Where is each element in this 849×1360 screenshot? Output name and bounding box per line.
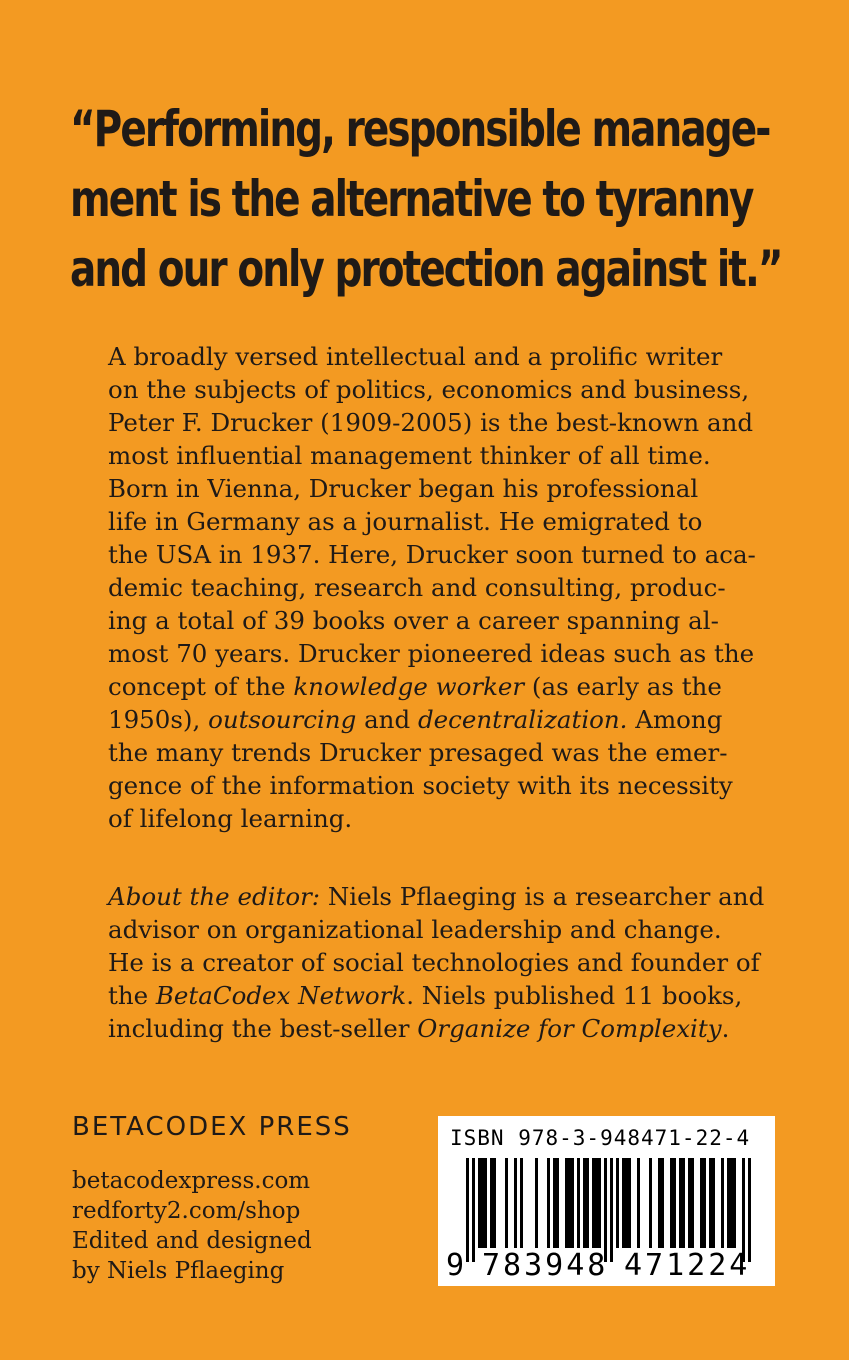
barcode-bar	[571, 1158, 574, 1248]
editor-emphasis: Organize for Complexity	[417, 1014, 722, 1043]
editor-line	[108, 979, 748, 1012]
barcode-bar	[730, 1158, 733, 1248]
barcode-bar	[658, 1158, 661, 1248]
editor-line	[108, 880, 765, 913]
barcode-bar	[490, 1158, 493, 1248]
editor-emphasis: BetaCodex Network	[155, 981, 407, 1010]
editor-text: .	[721, 1014, 730, 1043]
barcode-bar	[514, 1158, 517, 1248]
barcode-bar	[505, 1158, 508, 1248]
isbn-label: ISBN 978-3-948471-22-4	[450, 1126, 751, 1150]
bio-text: Among	[627, 705, 723, 734]
bio-line: on the subjects of politics, economics and business,	[108, 375, 750, 404]
barcode-bar	[553, 1158, 556, 1248]
bio-line: the USA in 1937. Here, Drucker soon turned to aca-	[108, 540, 756, 569]
barcode-bar	[547, 1158, 550, 1248]
barcode-bar	[556, 1158, 559, 1248]
quote	[70, 94, 790, 304]
barcode-bar	[700, 1158, 703, 1248]
barcode-bar	[649, 1158, 652, 1248]
barcode-bar	[520, 1158, 523, 1248]
bio-line: A broadly versed intellectual and a prolific writer	[108, 342, 723, 371]
publisher-website[interactable]: betacodexpress.com	[72, 1168, 311, 1194]
bio-line	[108, 670, 748, 703]
bio-line: Born in Vienna, Drucker began his professional	[108, 474, 699, 503]
editor-text: the	[108, 981, 156, 1010]
barcode-bar	[478, 1158, 481, 1248]
bio-line: demic teaching, research and consulting, produc-	[108, 573, 726, 602]
editor-line: He is a creator of social technologies and founder of	[108, 948, 760, 977]
ean-left-digits: 783948	[482, 1248, 609, 1283]
barcode-bar	[610, 1158, 613, 1262]
bio-text: (as early as the	[524, 672, 722, 701]
bio-line: gence of the information society with its necessity	[108, 771, 733, 800]
barcode-bar	[484, 1158, 487, 1248]
barcode-bar	[748, 1158, 751, 1262]
editor-paragraph	[108, 880, 765, 1045]
barcode-bar	[628, 1158, 631, 1248]
bio-line: life in Germany as a journalist. He emigrated to	[108, 507, 703, 536]
barcode-bar	[622, 1158, 625, 1248]
bio-text: and	[356, 705, 418, 734]
editor-line	[108, 1012, 748, 1045]
ean-right-digits: 471224	[624, 1248, 751, 1283]
barcode-bar	[493, 1158, 496, 1248]
barcode-bar	[535, 1158, 538, 1248]
bio-line: the many trends Drucker presaged was the emer-	[108, 738, 728, 767]
ean-first-digit: 9	[446, 1248, 465, 1283]
bio-text: 1950s),	[108, 705, 209, 734]
bio-line: ing a total of 39 books over a career spanning al-	[108, 606, 719, 635]
bio-line: most influential management thinker of all time.	[108, 441, 711, 470]
publisher-name: BETACODEX PRESS	[72, 1112, 352, 1142]
barcode-bar	[598, 1158, 601, 1248]
quote-line-3: and our only protection against it.”	[70, 240, 782, 298]
barcode-bar	[673, 1158, 676, 1248]
barcode-bar	[481, 1158, 484, 1248]
barcode-bar	[472, 1158, 475, 1262]
editor-text: Niels Pflaeging is a researcher and	[320, 882, 765, 911]
bio-line: of lifelong learning.	[108, 804, 353, 833]
barcode-bar	[577, 1158, 580, 1248]
bio-text: concept of the	[108, 672, 294, 701]
barcode-bar	[661, 1158, 664, 1248]
credit-line: by Niels Pflaeging	[72, 1258, 285, 1284]
barcode-bar	[595, 1158, 598, 1248]
barcode-bar	[712, 1158, 715, 1248]
barcode-bar	[604, 1158, 607, 1262]
barcode-bar	[625, 1158, 628, 1248]
barcode-bar	[682, 1158, 685, 1248]
barcode-bar	[727, 1158, 730, 1248]
bio-line: most 70 years. Drucker pioneered ideas such as the	[108, 639, 755, 668]
barcode-bar	[583, 1158, 586, 1248]
barcode-bar	[568, 1158, 571, 1248]
barcode-bar	[721, 1158, 724, 1248]
barcode-bar	[565, 1158, 568, 1248]
bio-emphasis: decentralization.	[417, 705, 628, 734]
barcode-bar	[592, 1158, 595, 1248]
barcode-bar	[733, 1158, 736, 1248]
editor-line: advisor on organizational leadership and change.	[108, 915, 722, 944]
barcode-bar	[742, 1158, 745, 1262]
barcode-bar	[709, 1158, 712, 1248]
barcode-bar	[466, 1158, 469, 1262]
shop-website[interactable]: redforty2.com/shop	[72, 1198, 301, 1224]
barcode-bar	[670, 1158, 673, 1248]
biography-paragraph	[108, 340, 756, 835]
editor-text: including the best-seller	[108, 1014, 418, 1043]
barcode-bar	[616, 1158, 619, 1248]
quote-line-1: “Performing, responsible manage-	[70, 100, 770, 158]
quote-line-2: ment is the alternative to tyranny	[70, 170, 753, 228]
bio-line: Peter F. Drucker (1909-2005) is the best-known and	[108, 408, 754, 437]
barcode-bar	[688, 1158, 691, 1248]
publisher-links	[72, 1166, 312, 1286]
barcode-bar	[703, 1158, 706, 1248]
barcode-bar	[637, 1158, 640, 1248]
bio-emphasis: outsourcing	[208, 705, 357, 734]
barcode-bar	[679, 1158, 682, 1248]
bio-emphasis: knowledge worker	[293, 672, 525, 701]
editor-label: About the editor:	[108, 882, 321, 911]
barcode-bar	[586, 1158, 589, 1248]
barcode-box	[438, 1116, 775, 1286]
bio-line	[108, 703, 748, 736]
editor-text: . Niels published 11 books,	[406, 981, 743, 1010]
barcode-bar	[691, 1158, 694, 1248]
credit-line: Edited and designed	[72, 1228, 312, 1254]
